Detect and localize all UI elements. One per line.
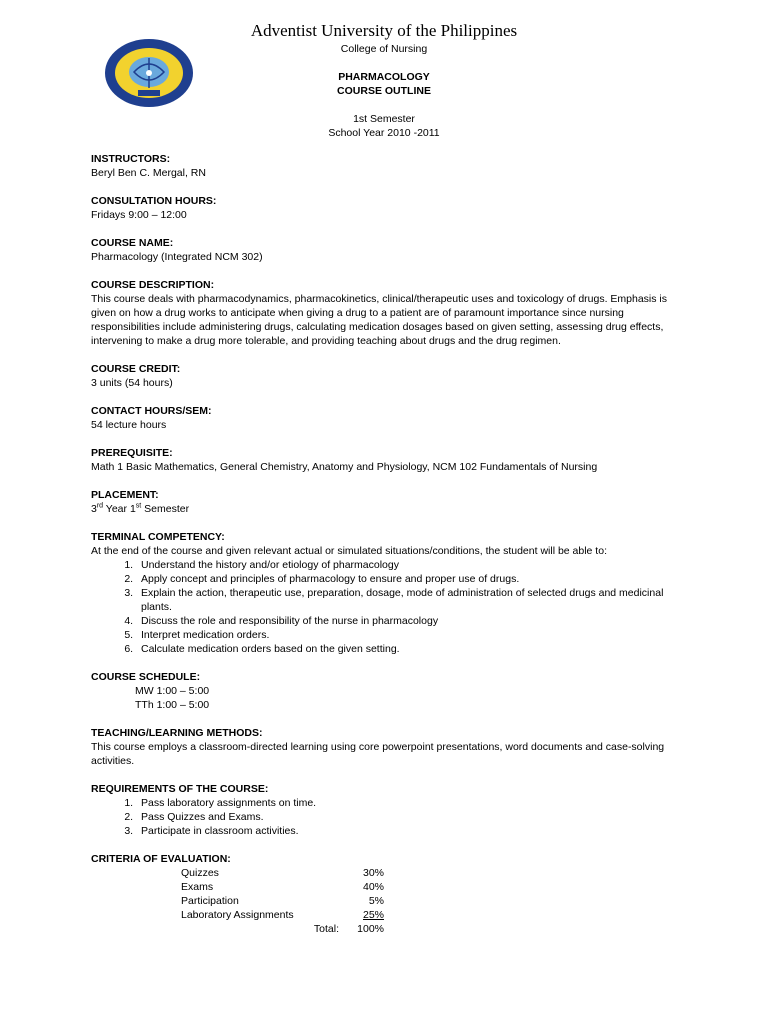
university-seal-icon — [104, 38, 194, 108]
consultation-section — [91, 194, 691, 222]
criteria-name: Participation — [181, 895, 239, 907]
contact-hours-value: 54 lecture hours — [91, 419, 167, 431]
contact-hours-section — [91, 404, 691, 432]
list-item: 2. Pass Quizzes and Exams. — [136, 810, 691, 824]
course-credit-section — [91, 362, 691, 390]
list-item: 3. Participate in classroom activities. — [136, 824, 691, 838]
teaching-methods-text: This course employs a classroom-directed learning using core powerpoint presentations, word documents and case-solving activities. — [91, 741, 665, 767]
terminal-competency-section — [91, 530, 691, 656]
terminal-competency-intro: At the end of the course and given relevant actual or simulated situations/conditions, the student will be able to: — [91, 545, 607, 557]
course-credit-heading: COURSE CREDIT: — [91, 363, 181, 375]
college-name: College of Nursing — [340, 43, 428, 55]
university-name: Adventist University of the Philippines — [250, 21, 518, 40]
list-item: 1. Understand the history and/or etiology of pharmacology — [136, 558, 691, 572]
course-name-heading: COURSE NAME: — [91, 237, 174, 249]
teaching-methods-heading: TEACHING/LEARNING METHODS: — [91, 727, 263, 739]
criteria-name: Quizzes — [181, 867, 219, 879]
course-schedule-section — [91, 670, 691, 712]
instructors-value: Beryl Ben C. Mergal, RN — [91, 167, 206, 179]
placement-heading: PLACEMENT: — [91, 489, 159, 501]
criteria-name: Laboratory Assignments — [181, 909, 294, 921]
contact-hours-heading: CONTACT HOURS/SEM: — [91, 405, 212, 417]
semester-line: 1st Semester — [353, 113, 415, 125]
criteria-heading: CRITERIA OF EVALUATION: — [91, 853, 231, 865]
instructors-section — [91, 152, 691, 180]
list-item: 5. Interpret medication orders. — [136, 628, 691, 642]
placement-value: 3rd Year 1st Semester — [91, 502, 190, 515]
criteria-percent: 40% — [362, 881, 384, 893]
criteria-name: Exams — [181, 881, 214, 893]
criteria-percent: 25% — [362, 909, 384, 921]
placement-section — [91, 488, 691, 516]
course-schedule-heading: COURSE SCHEDULE: — [91, 671, 201, 683]
prerequisite-value: Math 1 Basic Mathematics, General Chemistry, Anatomy and Physiology, NCM 102 Fundamentals of Nursing — [91, 461, 598, 473]
total-label: Total: — [313, 923, 339, 935]
table-row — [181, 894, 384, 908]
criteria-section — [91, 852, 691, 936]
document-body — [91, 152, 691, 950]
table-row — [181, 866, 384, 880]
requirements-list — [91, 796, 691, 838]
course-credit-value: 3 units (54 hours) — [91, 377, 173, 389]
prerequisite-heading: PREREQUISITE: — [91, 447, 173, 459]
terminal-competency-heading: TERMINAL COMPETENCY: — [91, 531, 225, 543]
school-year-line: School Year 2010 -2011 — [328, 127, 440, 139]
criteria-percent: 30% — [362, 867, 384, 879]
criteria-table — [181, 866, 384, 936]
consultation-value: Fridays 9:00 – 12:00 — [91, 209, 187, 221]
consultation-heading: CONSULTATION HOURS: — [91, 195, 217, 207]
table-row — [181, 922, 384, 936]
list-item: 4. Discuss the role and responsibility of the nurse in pharmacology — [136, 614, 691, 628]
subject-title: PHARMACOLOGY — [338, 71, 430, 83]
course-description-section — [91, 278, 691, 348]
instructors-heading: INSTRUCTORS: — [91, 153, 171, 165]
total-value: 100% — [357, 923, 384, 935]
requirements-heading: REQUIREMENTS OF THE COURSE: — [91, 783, 269, 795]
criteria-percent: 5% — [368, 895, 384, 907]
list-item: 1. Pass laboratory assignments on time. — [136, 796, 691, 810]
course-name-section — [91, 236, 691, 264]
list-item: 6. Calculate medication orders based on the given setting. — [136, 642, 691, 656]
course-name-value: Pharmacology (Integrated NCM 302) — [91, 251, 263, 263]
requirements-section — [91, 782, 691, 838]
prerequisite-section — [91, 446, 691, 474]
list-item: 3. Explain the action, therapeutic use, preparation, dosage, mode of administration of selected drugs and medicinal plants. — [136, 586, 691, 614]
competency-list — [91, 558, 691, 656]
list-item: 2. Apply concept and principles of pharmacology to ensure and proper use of drugs. — [136, 572, 691, 586]
teaching-methods-section — [91, 726, 691, 768]
table-row — [181, 880, 384, 894]
document-type: COURSE OUTLINE — [337, 85, 431, 97]
schedule-item: TTh 1:00 – 5:00 — [135, 699, 210, 711]
course-description-text: This course deals with pharmacodynamics, pharmacokinetics, clinical/therapeutic uses and toxicology of drugs. Emphasis is given on how a drug works to anticipate when giving a drug to a patient are of paramount importance since nursing responsibilities include administering drugs, calculating medication dosages based on given setting, assessing drug effects, intervening to make a drug more tolerable, and providing teaching about drugs and the drug regimen. — [91, 293, 668, 347]
course-description-heading: COURSE DESCRIPTION: — [91, 279, 215, 291]
table-row — [181, 908, 384, 922]
schedule-item: MW 1:00 – 5:00 — [135, 685, 210, 697]
